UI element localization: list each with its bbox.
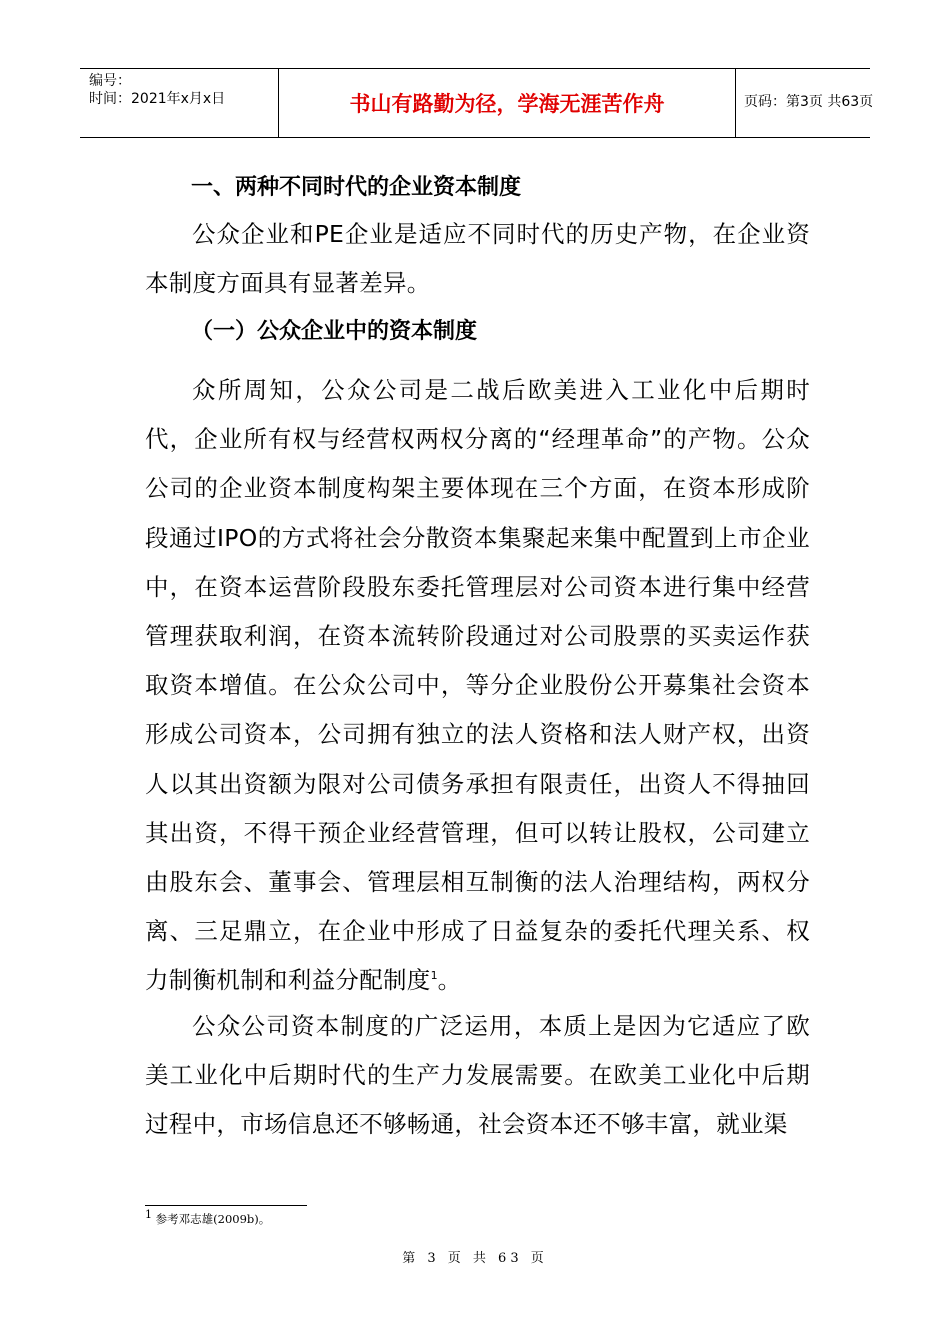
document-number-label: 编号： <box>89 73 131 89</box>
header-page-info: 页码：第3页 共63页 <box>744 94 874 110</box>
header-meta-cell <box>80 69 278 137</box>
footnote-marker: 1 <box>145 1208 152 1222</box>
paragraph-capital-system: 公众公司资本制度的广泛运用，本质上是因为它适应了欧美工业化中后期时代的生产力发展需要。在欧美工业化中后期过程中，市场信息还不够畅通，社会资本还不够丰富，就业渠 <box>145 1012 810 1139</box>
header-motto: 书山有路勤为径，学海无涯苦作舟 <box>349 92 665 116</box>
paragraph-intro: 公众企业和PE企业是适应不同时代的历史产物，在企业资本制度方面具有显著差异。 <box>145 220 810 298</box>
page-header <box>80 68 874 138</box>
page-footer: 第 3 页 共 63 页 <box>402 1251 548 1266</box>
paragraph-public-company <box>145 366 810 1006</box>
footnote-divider <box>145 1205 307 1206</box>
subsection-heading: （一）公众企业中的资本制度 <box>191 319 478 344</box>
footnote-text: 参考邓志雄(2009b)。 <box>155 1212 271 1226</box>
paragraph-public-company-text: 众所周知，公众公司是二战后欧美进入工业化中后期时代，企业所有权与经营权两权分离的“经理革命”的产物。公众公司的企业资本制度构架主要体现在三个方面，在资本形成阶段通过IPO的方式将社会分散资本集聚起来集中配置到上市企业中，在资本运营阶段股东委托管理层对公司资本进行集中经营管理获取利润，在资本流转阶段通过对公司股票的买卖运作获取资本增值。在公众公司中，等分企业股份公开募集社会资本形成公司资本，公司拥有独立的法人资格和法人财产权，出资人以其出资额为限对公司债务承担有限责任，出资人不得抽回其出资，不得干预企业经营管理，但可以转让股权，公司建立由股东会、董事会、管理层相互制衡的法人治理结构，两权分离、三足鼎立，在企业中形成了日益复杂的委托代理关系、权力制衡机制和利益分配制度 <box>145 376 810 995</box>
footnote-reference[interactable]: 1 <box>430 969 438 983</box>
section-heading: 一、两种不同时代的企业资本制度 <box>191 175 522 200</box>
document-time-label: 时间：2021年x月x日 <box>89 91 226 107</box>
paragraph-end-mark: 。 <box>437 966 462 995</box>
footnote <box>145 1208 271 1227</box>
header-page-cell <box>734 69 874 137</box>
header-motto-cell <box>278 69 736 137</box>
